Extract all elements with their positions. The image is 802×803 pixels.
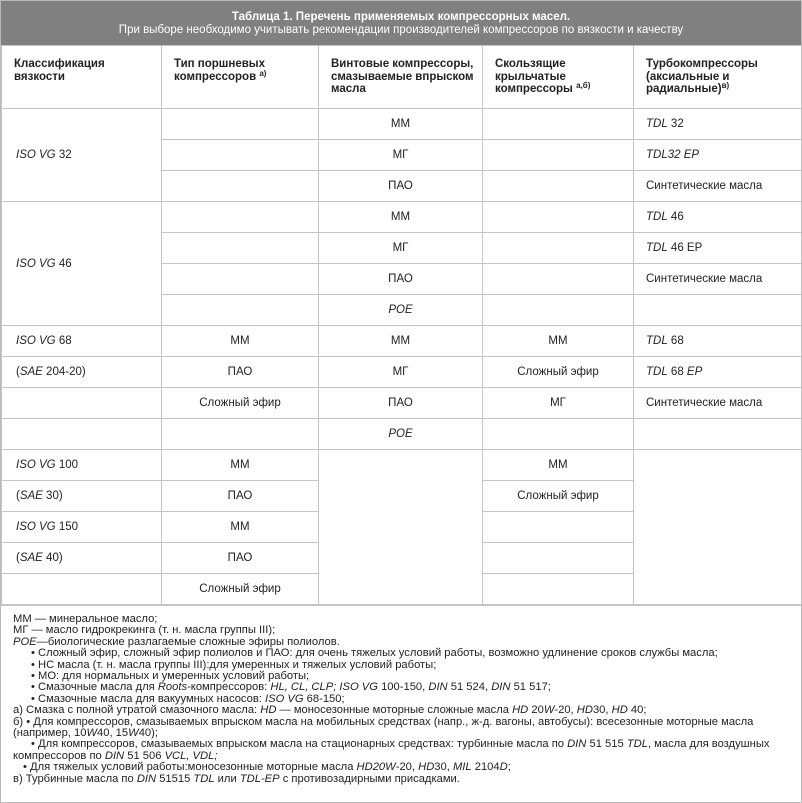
table-row — [2, 450, 802, 481]
table-row — [2, 109, 802, 140]
note-line: • Для тяжелых условий работы:моносезонные моторные масла HD20W-20, HD30, MIL 2104D; — [23, 761, 511, 774]
note-line: • Для компрессоров, смазываемых впрыском масла на стационарных средствах: турбинные масла по DIN 51 515 TDL, масла для воздушных — [31, 738, 770, 751]
note-line: а) Смазка с полной утратой смазочного масла: HD — моносезонные моторные сложные масла HD 20W-20, HD30, HD 40; — [13, 704, 647, 717]
note-line: POE—биологические разлагаемые сложные эфиры полиолов. — [13, 635, 340, 648]
cell-piston: ПАО — [162, 543, 319, 574]
cell-screw: ПАО — [319, 171, 483, 202]
cell-viscosity — [2, 574, 162, 605]
header-row — [2, 46, 802, 109]
note-line: • Сложный эфир, сложный эфир полиолов и ПАО: для очень тяжелых условий работы, возможно удлинение сроков службы масла; — [31, 647, 718, 660]
cell-piston — [162, 419, 319, 450]
cell-viscosity — [2, 388, 162, 419]
cell-viscosity: ISO VG 46 — [2, 202, 162, 326]
cell-vane: Сложный эфир — [483, 481, 634, 512]
header-vane: Скользящие крыльчатые компрессоры $^{а,б)}$ — [483, 46, 634, 109]
table-row — [2, 419, 802, 450]
cell-viscosity: (SAE 204-20) — [2, 357, 162, 388]
note-line: (например, 10W40, 15W40); — [13, 727, 158, 740]
table-row — [2, 357, 802, 388]
cell-piston: Сложный эфир — [162, 574, 319, 605]
cell-piston — [162, 264, 319, 295]
cell-piston — [162, 109, 319, 140]
cell-piston: ММ — [162, 450, 319, 481]
cell-piston — [162, 202, 319, 233]
note-line: • НС масла (т. н. масла группы III):для умеренных и тяжелых условий работы; — [31, 658, 437, 671]
cell-turbo: TDL 68 — [634, 326, 802, 357]
cell-screw: ПАО — [319, 388, 483, 419]
header-viscosity: Классификация вязкости — [2, 46, 162, 109]
table-title-bar — [1, 1, 801, 45]
cell-turbo: Синтетические масла — [634, 388, 802, 419]
cell-viscosity: ISO VG 150 — [2, 512, 162, 543]
cell-vane: ММ — [483, 326, 634, 357]
cell-screw: ПАО — [319, 264, 483, 295]
cell-viscosity — [2, 419, 162, 450]
cell-viscosity: (SAE 40) — [2, 543, 162, 574]
compressor-oils-table — [1, 45, 802, 605]
note-line: МГ — масло гидрокрекинга (т. н. масла группы III); — [13, 624, 276, 637]
cell-vane — [483, 109, 634, 140]
cell-turbo — [634, 450, 802, 605]
cell-piston: Сложный эфир — [162, 388, 319, 419]
cell-piston: ММ — [162, 512, 319, 543]
cell-piston: ПАО — [162, 357, 319, 388]
note-line: • Смазочные масла для вакуумных насосов: ISO VG 68-150; — [31, 692, 345, 705]
cell-piston: ПАО — [162, 481, 319, 512]
cell-screw: POE — [319, 419, 483, 450]
cell-screw: МГ — [319, 357, 483, 388]
table-row — [2, 202, 802, 233]
cell-screw: МГ — [319, 233, 483, 264]
cell-turbo: Синтетические масла — [634, 171, 802, 202]
cell-vane — [483, 574, 634, 605]
cell-vane: МГ — [483, 388, 634, 419]
note-line: компрессоров по DIN 51 506 VCL, VDL; — [13, 749, 218, 762]
cell-vane — [483, 171, 634, 202]
cell-turbo — [634, 295, 802, 326]
cell-turbo: TDL 46 — [634, 202, 802, 233]
cell-vane — [483, 295, 634, 326]
cell-turbo: TDL 46 EP — [634, 233, 802, 264]
note-line: • Смазочные масла для Roots-компрессоров: HL, CL, CLP; ISO VG 100-150, DIN 51 524, DIN 51 517; — [31, 681, 551, 694]
cell-viscosity: ISO VG 32 — [2, 109, 162, 202]
cell-screw: ММ — [319, 326, 483, 357]
cell-viscosity: ISO VG 100 — [2, 450, 162, 481]
cell-vane — [483, 140, 634, 171]
cell-piston — [162, 140, 319, 171]
cell-piston — [162, 233, 319, 264]
cell-turbo: TDL32 EP — [634, 140, 802, 171]
cell-turbo — [634, 419, 802, 450]
header-screw: Винтовые компрессоры, смазываемые впрыском масла — [319, 46, 483, 109]
table-row — [2, 388, 802, 419]
note-line: ММ — минеральное масло; — [13, 613, 158, 625]
cell-viscosity: (SAE 30) — [2, 481, 162, 512]
cell-vane — [483, 419, 634, 450]
cell-piston: ММ — [162, 326, 319, 357]
cell-piston — [162, 295, 319, 326]
note-line: б) • Для компрессоров, смазываемых впрыском масла на мобильных средствах (напр., ж-д. вагоны, автобусы): всесезонные моторные масла — [13, 715, 754, 728]
table-title: Таблица 1. Перечень применяемых компрессорных масел. — [231, 11, 571, 23]
cell-turbo: TDL 32 — [634, 109, 802, 140]
cell-piston — [162, 171, 319, 202]
note-line: • МО: для нормальных и умеренных условий работы; — [31, 670, 310, 683]
cell-screw: ММ — [319, 202, 483, 233]
note-line: в) Турбинные масла по DIN 51515 TDL или TDL-EP с противозадирными присадками. — [13, 772, 460, 785]
cell-vane — [483, 202, 634, 233]
cell-turbo: Синтетические масла — [634, 264, 802, 295]
cell-screw: ММ — [319, 109, 483, 140]
header-turbo: Турбокомпрессоры (аксиальные и радиальные)$^{в)}$ — [634, 46, 802, 109]
cell-screw: МГ — [319, 140, 483, 171]
table-notes — [1, 605, 801, 785]
table-subtitle: При выборе необходимо учитывать рекомендации производителей компрессоров по вязкости и качеству — [118, 24, 684, 36]
header-piston: Тип поршневых компрессоров $^{а)}$ — [162, 46, 319, 109]
cell-vane — [483, 543, 634, 574]
cell-turbo: TDL 68 EP — [634, 357, 802, 388]
cell-vane: Сложный эфир — [483, 357, 634, 388]
table-row — [2, 326, 802, 357]
cell-vane — [483, 512, 634, 543]
cell-screw — [319, 450, 483, 605]
cell-vane — [483, 233, 634, 264]
cell-vane: ММ — [483, 450, 634, 481]
cell-screw: POE — [319, 295, 483, 326]
cell-vane — [483, 264, 634, 295]
cell-viscosity: ISO VG 68 — [2, 326, 162, 357]
